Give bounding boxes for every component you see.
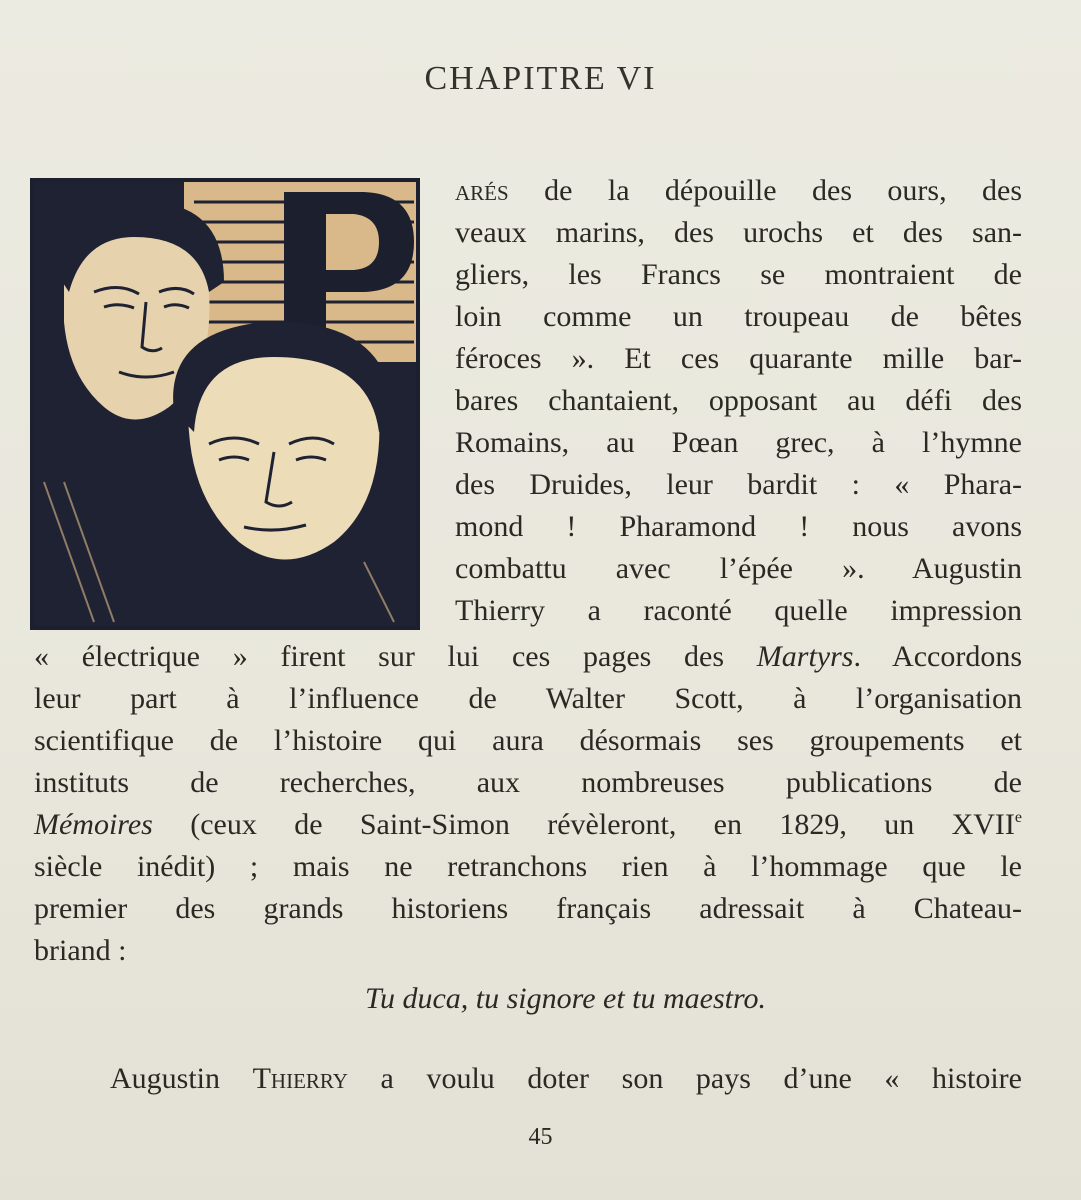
text-line-content: de la dépouille des ours, des (508, 174, 1022, 207)
drop-cap-continuation: arés (455, 174, 509, 207)
text-segment: (ceux de Saint-Simon révèleront, en 1829, un XVII (152, 808, 1015, 841)
superscript: e (1014, 809, 1022, 826)
text-line: féroces ». Et ces quarante mille bar- (455, 342, 1022, 375)
text-line: loin comme un troupeau de bêtes (455, 300, 1022, 333)
italic-title: Mémoires (34, 808, 153, 841)
text-segment: « électrique » firent sur lui ces pages des (34, 640, 757, 673)
text-segment: a voulu doter son pays d’une « histoire (347, 1062, 1022, 1095)
italic-quotation: Tu duca, tu signore et tu maestro. (364, 982, 767, 1015)
text-line (455, 170, 1022, 212)
text-line: bares chantaient, opposant au défi des (455, 384, 1022, 417)
text-line (110, 1058, 1022, 1100)
text-line: veaux marins, des urochs et des san- (455, 216, 1022, 249)
italic-title: Martyrs (756, 640, 854, 673)
text-line: leur part à l’influence de Walter Scott, à l’organisation (34, 682, 1022, 715)
text-line: combattu avec l’épée ». Augustin (455, 552, 1022, 585)
text-segment: Augustin (110, 1062, 253, 1095)
small-caps-name: Thierry (252, 1062, 348, 1095)
text-line: siècle inédit) ; mais ne retranchons rien à l’hommage que le (34, 850, 1022, 883)
portrait-engraving (34, 182, 416, 626)
text-line: premier des grands historiens français adressait à Chateau- (34, 892, 1022, 925)
text-line: gliers, les Francs se montraient de (455, 258, 1022, 291)
text-line: briand : (34, 934, 127, 967)
text-line (34, 636, 1022, 678)
text-line: Romains, au Pœan grec, à l’hymne (455, 426, 1022, 459)
text-line (34, 804, 1022, 846)
text-line: instituts de recherches, aux nombreuses publications de (34, 766, 1022, 799)
page-number: 45 (528, 1124, 553, 1150)
woodcut-illustration (30, 178, 420, 630)
text-line: Thierry a raconté quelle impression (455, 594, 1022, 627)
text-line: des Druides, leur bardit : « Phara- (455, 468, 1022, 501)
text-line: scientifique de l’histoire qui aura désormais ses groupements et (34, 724, 1022, 757)
chapter-title: CHAPITRE VI (424, 60, 657, 97)
text-segment: . Accordons (853, 640, 1022, 673)
text-line: mond ! Pharamond ! nous avons (455, 510, 1022, 543)
